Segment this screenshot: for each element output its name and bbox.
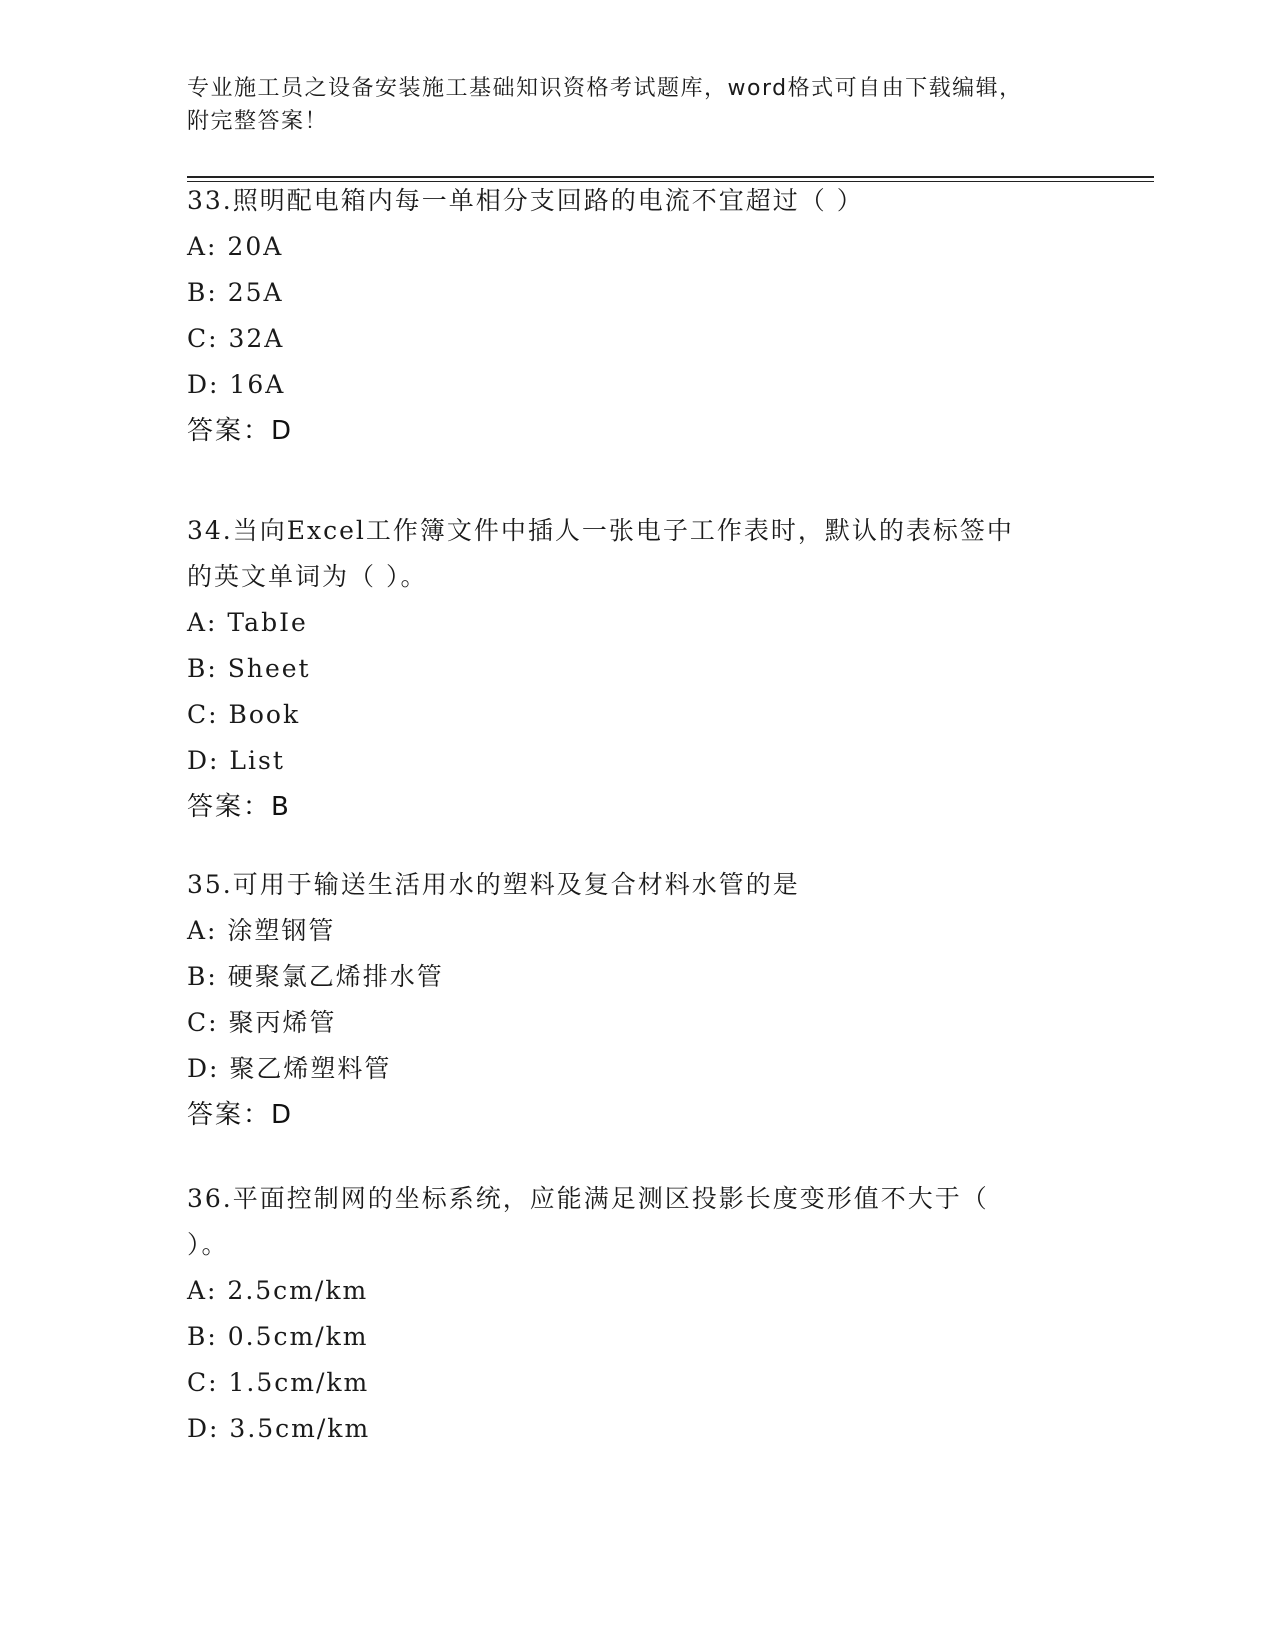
option-b: B: 25A xyxy=(187,278,284,307)
option-b: B: 0.5cm/km xyxy=(187,1322,369,1351)
option-a: A: 涂塑钢管 xyxy=(187,916,336,945)
question-text: 35.可用于输送生活用水的塑料及复合材料水管的是 xyxy=(187,870,800,899)
option-d: D: List xyxy=(187,746,285,775)
option-c: C: Book xyxy=(187,700,301,729)
option-c: C: 1.5cm/km xyxy=(187,1368,370,1397)
option-c: C: 聚丙烯管 xyxy=(187,1008,337,1037)
question-text-line-1: 36.平面控制网的坐标系统，应能满足测区投影长度变形值不大于（ xyxy=(187,1184,989,1213)
answer: 答案：D xyxy=(187,1100,294,1130)
header-line-1: 专业施工员之设备安装施工基础知识资格考试题库，word格式可自由下载编辑， xyxy=(187,76,1023,101)
answer: 答案：D xyxy=(187,416,294,446)
question-text-line-2: ）。 xyxy=(187,1230,229,1259)
option-d: D: 聚乙烯塑料管 xyxy=(187,1054,392,1083)
option-b: B: 硬聚氯乙烯排水管 xyxy=(187,962,444,991)
option-a: A: 2.5cm/km xyxy=(187,1276,369,1305)
option-c: C: 32A xyxy=(187,324,285,353)
option-d: D: 16A xyxy=(187,370,286,399)
option-a: A: 20A xyxy=(187,232,284,261)
header-line-2: 附完整答案！ xyxy=(187,109,329,134)
answer: 答案：B xyxy=(187,792,291,822)
question-36 xyxy=(187,1176,1087,1452)
option-b: B: Sheet xyxy=(187,654,311,683)
question-text-line-2: 的英文单词为（ ）。 xyxy=(187,562,428,591)
option-a: A: TabIe xyxy=(187,608,308,637)
option-d: D: 3.5cm/km xyxy=(187,1414,371,1443)
document-header xyxy=(187,72,1087,138)
question-33 xyxy=(187,178,1087,454)
question-35 xyxy=(187,862,1087,1138)
question-text-line-1: 34.当向Excel工作簿文件中插人一张电子工作表时，默认的表标签中 xyxy=(187,516,1014,545)
question-34 xyxy=(187,508,1087,830)
question-text: 33.照明配电箱内每一单相分支回路的电流不宜超过（ ） xyxy=(187,186,864,215)
